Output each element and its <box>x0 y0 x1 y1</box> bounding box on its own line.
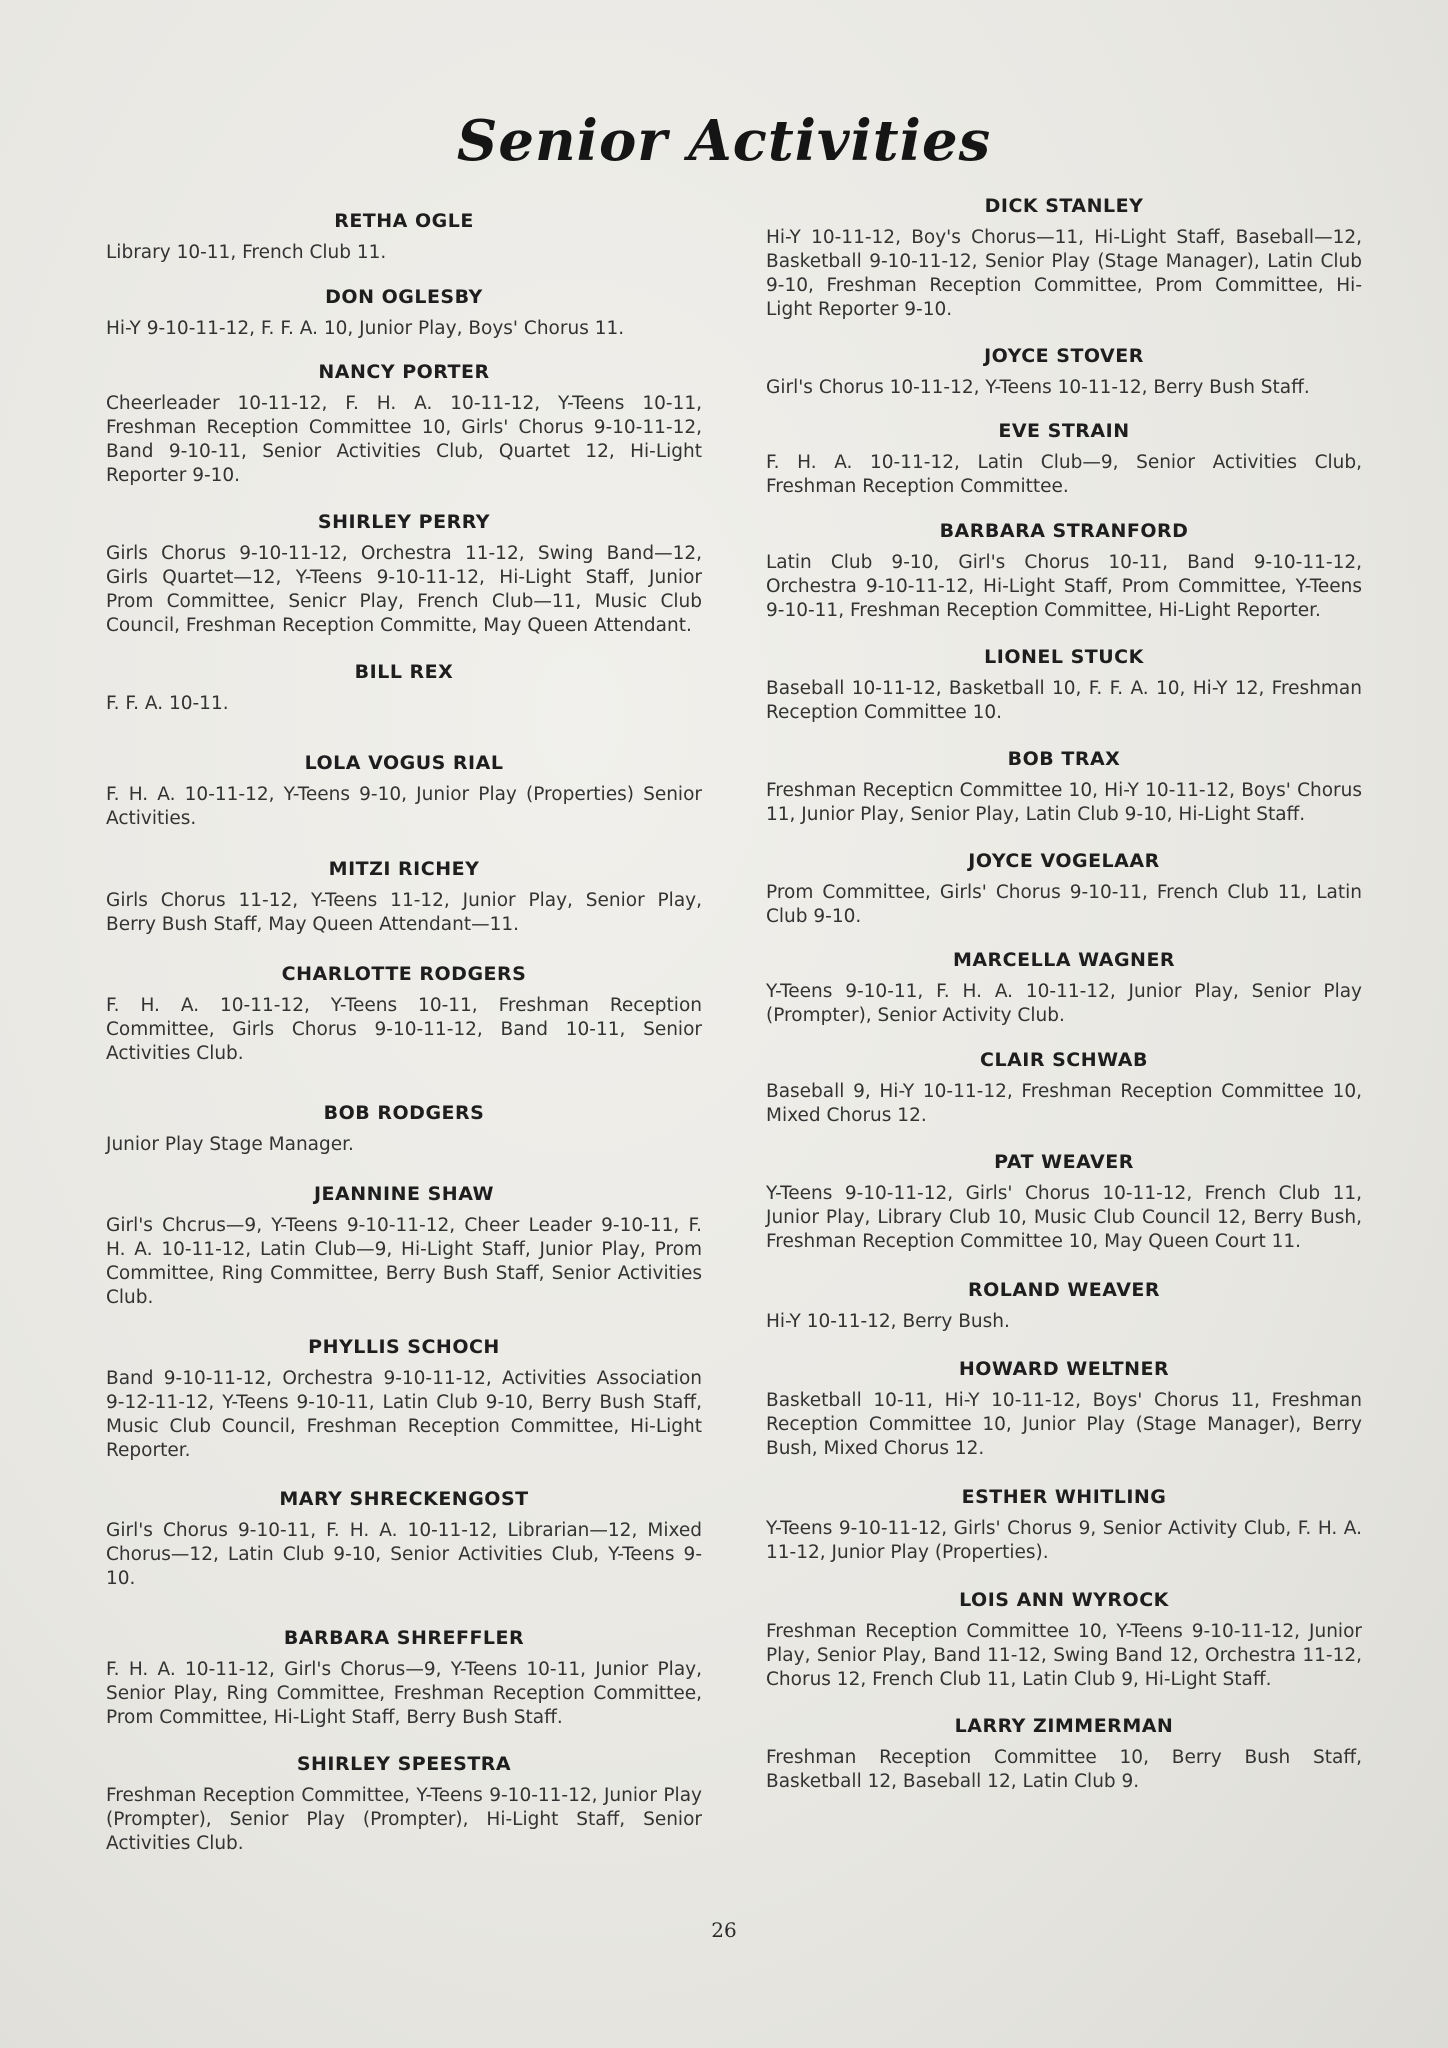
activity-list: Band 9-10-11-12, Orchestra 9-10-11-12, Activities Association 9-12-11-12, Y-Teens 9-10-11, Latin Club 9-10, Berry Bush Staff, Music Club Council, Freshman Reception Committee, Hi-Light Reporter. <box>106 1368 702 1461</box>
activity-entry <box>106 1183 702 1310</box>
activity-entry <box>106 361 702 488</box>
activity-entry <box>766 1715 1362 1794</box>
activity-entry <box>766 949 1362 1028</box>
activity-list: Basketball 10-11, Hi-Y 10-11-12, Boys' Chorus 11, Freshman Reception Committee 10, Junior Play (Stage Manager), Berry Bush, Mixed Chorus 12. <box>766 1390 1362 1459</box>
activity-entry <box>766 748 1362 827</box>
activity-list: Hi-Y 10-11-12, Berry Bush. <box>766 1311 1010 1332</box>
student-name: DICK STANLEY <box>984 195 1144 217</box>
activity-list: Girls Chorus 9-10-11-12, Orchestra 11-12, Swing Band—12, Girls Quartet—12, Y-Teens 9-10-11-12, Hi-Light Staff, Junior Prom Committee, Senicr Play, French Club—11, Music Club Council, Freshman Reception Committe, May Queen Attendant. <box>106 543 702 636</box>
activity-list: Y-Teens 9-10-11, F. H. A. 10-11-12, Junior Play, Senior Play (Prompter), Senior Activity Club. <box>766 981 1362 1026</box>
activity-entry <box>106 858 702 937</box>
activity-entry <box>106 1753 702 1856</box>
activity-entry <box>766 1589 1362 1692</box>
student-name: RETHA OGLE <box>334 210 474 232</box>
activity-entry <box>766 1358 1362 1461</box>
activity-entry <box>106 1627 702 1730</box>
student-name: PAT WEAVER <box>994 1151 1134 1173</box>
student-name: BOB TRAX <box>1007 748 1121 770</box>
student-name: EVE STRAIN <box>998 420 1130 442</box>
right-column <box>766 195 1362 1794</box>
activity-entry <box>766 1151 1362 1254</box>
student-name: JOYCE VOGELAAR <box>968 850 1160 872</box>
student-name: MARCELLA WAGNER <box>952 949 1176 971</box>
student-name: ESTHER WHITLING <box>961 1486 1167 1508</box>
activity-entry <box>106 752 702 831</box>
activity-list: Hi-Y 10-11-12, Boy's Chorus—11, Hi-Light Staff, Baseball—12, Basketball 9-10-11-12, Senior Play (Stage Manager), Latin Club 9-10, Freshman Reception Committee, Prom Committee, Hi-Light Reporter 9-10. <box>766 227 1362 320</box>
activity-list: F. H. A. 10-11-12, Latin Club—9, Senior Activities Club, Freshman Reception Committee. <box>766 452 1362 497</box>
activity-entry <box>766 1279 1362 1334</box>
student-name: SHIRLEY PERRY <box>317 511 491 533</box>
activity-list: Freshman Reception Committee 10, Berry Bush Staff, Basketball 12, Baseball 12, Latin Club 9. <box>766 1747 1362 1792</box>
activity-list: Freshman Reception Committee 10, Y-Teens 9-10-11-12, Junior Play, Senior Play, Band 11-12, Swing Band 12, Orchestra 11-12, Chorus 12, French Club 11, Latin Club 9, Hi-Light Staff. <box>766 1621 1362 1690</box>
activity-entry <box>766 195 1362 322</box>
activity-entry <box>766 850 1362 929</box>
student-name: LOLA VOGUS RIAL <box>304 752 504 774</box>
page-number: 26 <box>711 1918 737 1942</box>
activity-entry <box>766 646 1362 725</box>
activity-entry <box>106 210 702 265</box>
student-name: LOIS ANN WYROCK <box>959 1589 1169 1611</box>
activity-entry <box>106 661 702 716</box>
activity-list: Freshman Recepticn Committee 10, Hi-Y 10-11-12, Boys' Chorus 11, Junior Play, Senior Play, Latin Club 9-10, Hi-Light Staff. <box>766 780 1362 825</box>
student-name: HOWARD WELTNER <box>958 1358 1170 1380</box>
activity-entry <box>766 420 1362 499</box>
activity-entry <box>106 1488 702 1591</box>
student-name: NANCY PORTER <box>318 361 490 383</box>
activity-entry <box>106 511 702 638</box>
student-name: SHIRLEY SPEESTRA <box>296 1753 512 1775</box>
student-name: BARBARA SHREFFLER <box>283 1627 525 1649</box>
student-name: BOB RODGERS <box>323 1102 485 1124</box>
activity-list: Freshman Reception Committee, Y-Teens 9-10-11-12, Junior Play (Prompter), Senior Play (Prompter), Hi-Light Staff, Senior Activities Club. <box>106 1785 702 1854</box>
student-name: MITZI RICHEY <box>328 858 480 880</box>
activity-entry <box>766 345 1362 400</box>
student-name: BARBARA STRANFORD <box>939 520 1189 542</box>
activity-entry <box>106 286 702 341</box>
left-column <box>106 210 702 1856</box>
activity-list: Cheerleader 10-11-12, F. H. A. 10-11-12, Y-Teens 10-11, Freshman Reception Committee 10, Girls' Chorus 9-10-11-12, Band 9-10-11, Senior Activities Club, Quartet 12, Hi-Light Reporter 9-10. <box>106 393 702 486</box>
activity-list: Prom Committee, Girls' Chorus 9-10-11, French Club 11, Latin Club 9-10. <box>766 882 1362 927</box>
activity-entry <box>766 520 1362 623</box>
student-name: BILL REX <box>354 661 454 683</box>
activity-entry <box>106 963 702 1066</box>
activity-list: Girl's Chorus 9-10-11, F. H. A. 10-11-12, Librarian—12, Mixed Chorus—12, Latin Club 9-10, Senior Activities Club, Y-Teens 9-10. <box>106 1520 702 1589</box>
activity-list: Y-Teens 9-10-11-12, Girls' Chorus 9, Senior Activity Club, F. H. A. 11-12, Junior Play (Properties). <box>766 1518 1362 1563</box>
activity-list: F. H. A. 10-11-12, Girl's Chorus—9, Y-Teens 10-11, Junior Play, Senior Play, Ring Committee, Freshman Reception Committee, Prom Committee, Hi-Light Staff, Berry Bush Staff. <box>106 1659 702 1728</box>
activity-list: Library 10-11, French Club 11. <box>106 242 387 263</box>
activity-list: F. F. A. 10-11. <box>106 693 229 714</box>
student-name: CLAIR SCHWAB <box>980 1049 1148 1071</box>
activity-list: Junior Play Stage Manager. <box>106 1134 354 1155</box>
activity-list: Latin Club 9-10, Girl's Chorus 10-11, Band 9-10-11-12, Orchestra 9-10-11-12, Hi-Light Staff, Prom Committee, Y-Teens 9-10-11, Freshman Reception Committee, Hi-Light Reporter. <box>766 552 1362 621</box>
activity-entry <box>106 1336 702 1463</box>
activity-list: F. H. A. 10-11-12, Y-Teens 9-10, Junior Play (Properties) Senior Activities. <box>106 784 702 829</box>
student-name: JEANNINE SHAW <box>313 1183 494 1205</box>
student-name: LIONEL STUCK <box>984 646 1144 668</box>
activity-list: Y-Teens 9-10-11-12, Girls' Chorus 10-11-12, French Club 11, Junior Play, Library Club 10, Music Club Council 12, Berry Bush, Freshman Reception Committee 10, May Queen Court 11. <box>766 1183 1362 1252</box>
activity-list: Baseball 9, Hi-Y 10-11-12, Freshman Reception Committee 10, Mixed Chorus 12. <box>766 1081 1362 1126</box>
activity-entry <box>766 1486 1362 1565</box>
activity-list: Girl's Chorus 10-11-12, Y-Teens 10-11-12, Berry Bush Staff. <box>766 377 1310 398</box>
activity-list: Baseball 10-11-12, Basketball 10, F. F. A. 10, Hi-Y 12, Freshman Reception Committee 10. <box>766 678 1362 723</box>
student-name: ROLAND WEAVER <box>967 1279 1161 1301</box>
student-name: CHARLOTTE RODGERS <box>281 963 527 985</box>
student-name: PHYLLIS SCHOCH <box>308 1336 500 1358</box>
activity-list: Girl's Chcrus—9, Y-Teens 9-10-11-12, Cheer Leader 9-10-11, F. H. A. 10-11-12, Latin Club—9, Hi-Light Staff, Junior Play, Prom Committee, Ring Committee, Berry Bush Staff, Senior Activities Club. <box>106 1215 702 1308</box>
student-name: JOYCE STOVER <box>984 345 1144 367</box>
activity-list: Hi-Y 9-10-11-12, F. F. A. 10, Junior Play, Boys' Chorus 11. <box>106 318 625 339</box>
student-name: LARRY ZIMMERMAN <box>954 1715 1174 1737</box>
student-name: MARY SHRECKENGOST <box>279 1488 529 1510</box>
student-name: DON OGLESBY <box>325 286 483 308</box>
page-title: Senior Activities <box>456 108 992 174</box>
activity-entry <box>106 1102 702 1157</box>
activity-list: F. H. A. 10-11-12, Y-Teens 10-11, Freshman Reception Committee, Girls Chorus 9-10-11-12, Band 10-11, Senior Activities Club. <box>106 995 702 1064</box>
activity-entry <box>766 1049 1362 1128</box>
activity-list: Girls Chorus 11-12, Y-Teens 11-12, Junior Play, Senior Play, Berry Bush Staff, May Queen Attendant—11. <box>106 890 702 935</box>
